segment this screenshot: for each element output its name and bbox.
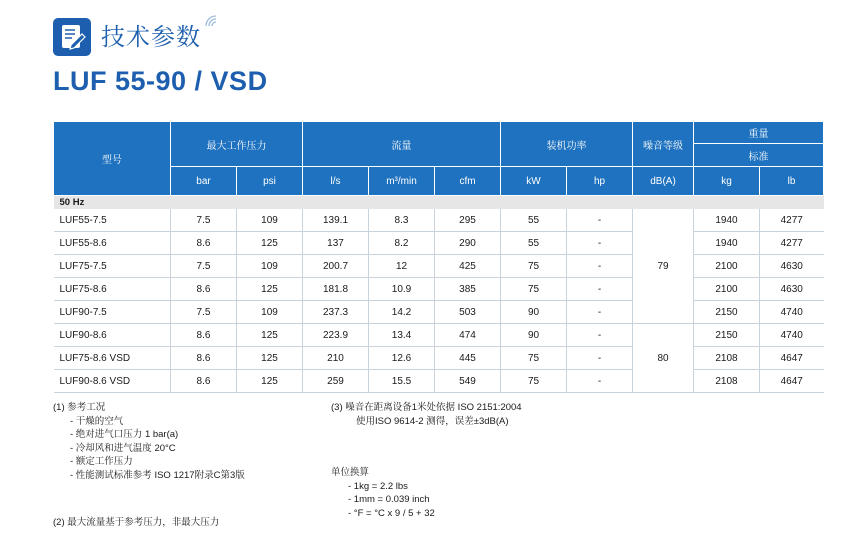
- cell-model: LUF55-8.6: [54, 232, 171, 255]
- table-row: [54, 301, 824, 324]
- cell-kw: 75: [501, 278, 567, 301]
- cell-m3min: 10.9: [369, 278, 435, 301]
- note-3-line2: 使用ISO 9614-2 测得，误差±3dB(A): [356, 415, 509, 427]
- cell-hp: -: [567, 370, 633, 393]
- spec-table: [53, 121, 824, 393]
- cell-psi: 109: [237, 209, 303, 232]
- cell-cfm: 295: [435, 209, 501, 232]
- cell-bar: 8.6: [171, 324, 237, 347]
- cell-bar: 8.6: [171, 347, 237, 370]
- document-pen-icon: [53, 18, 91, 56]
- cell-lb: 4740: [760, 301, 824, 324]
- cell-ls: 200.7: [303, 255, 369, 278]
- cell-lb: 4277: [760, 232, 824, 255]
- cell-cfm: 290: [435, 232, 501, 255]
- note-1-title: (1) 参考工况: [53, 402, 106, 413]
- cell-kg: 2150: [694, 301, 760, 324]
- unit-conversion-item: - 1mm = 0.039 inch: [348, 494, 430, 505]
- cell-kg: 2150: [694, 324, 760, 347]
- unit-dba: dB(A): [633, 167, 694, 196]
- unit-conversion-item: - °F = °C x 9 / 5 + 32: [348, 507, 435, 519]
- note-reference-conditions: [53, 401, 245, 482]
- cell-noise: 79: [633, 209, 694, 324]
- cell-cfm: 474: [435, 324, 501, 347]
- cell-psi: 109: [237, 301, 303, 324]
- unit-kw: kW: [501, 167, 567, 196]
- unit-psi: psi: [237, 167, 303, 196]
- cell-lb: 4630: [760, 255, 824, 278]
- cell-ls: 181.8: [303, 278, 369, 301]
- cell-m3min: 8.3: [369, 209, 435, 232]
- cell-bar: 7.5: [171, 209, 237, 232]
- cell-hp: -: [567, 347, 633, 370]
- cell-kw: 75: [501, 255, 567, 278]
- cell-ls: 223.9: [303, 324, 369, 347]
- cell-lb: 4647: [760, 370, 824, 393]
- cell-bar: 7.5: [171, 301, 237, 324]
- note-noise: [331, 401, 522, 428]
- cell-model: LUF75-8.6: [54, 278, 171, 301]
- header-flow: 流量: [303, 122, 501, 167]
- note-1-item: - 性能测试标准参考 ISO 1217附录C第3版: [70, 469, 245, 481]
- cell-psi: 125: [237, 324, 303, 347]
- note-1-item: - 干燥的空气: [70, 415, 124, 427]
- cell-hp: -: [567, 209, 633, 232]
- unit-conversion-item: - 1kg = 2.2 lbs: [348, 480, 408, 492]
- cell-kg: 2108: [694, 370, 760, 393]
- cell-bar: 8.6: [171, 370, 237, 393]
- cell-ls: 210: [303, 347, 369, 370]
- header-weight: 重量: [694, 122, 824, 144]
- note-3-line1: (3) 噪音在距离设备1米处依据 ISO 2151:2004: [331, 402, 522, 413]
- cell-m3min: 15.5: [369, 370, 435, 393]
- cell-psi: 125: [237, 347, 303, 370]
- unit-conversion: [331, 466, 435, 520]
- cell-model: LUF75-7.5: [54, 255, 171, 278]
- note-1-item: - 冷却风和进气温度 20°C: [70, 442, 176, 454]
- unit-lb: lb: [760, 167, 824, 196]
- cell-m3min: 13.4: [369, 324, 435, 347]
- header-installed-power: 装机功率: [501, 122, 633, 167]
- cell-m3min: 12: [369, 255, 435, 278]
- unit-conversion-title: 单位换算: [331, 467, 370, 478]
- header-max-pressure: 最大工作压力: [171, 122, 303, 167]
- frequency-label: 50 Hz: [54, 196, 824, 210]
- cell-cfm: 503: [435, 301, 501, 324]
- cell-kw: 90: [501, 324, 567, 347]
- cell-kg: 2100: [694, 255, 760, 278]
- cell-bar: 8.6: [171, 232, 237, 255]
- cell-kw: 75: [501, 370, 567, 393]
- model-title: LUF 55-90 / VSD: [53, 66, 268, 96]
- unit-ls: l/s: [303, 167, 369, 196]
- cell-kg: 2100: [694, 278, 760, 301]
- header-model: 型号: [54, 122, 171, 196]
- cell-ls: 139.1: [303, 209, 369, 232]
- cell-kw: 75: [501, 347, 567, 370]
- cell-m3min: 14.2: [369, 301, 435, 324]
- cell-ls: 259: [303, 370, 369, 393]
- wireless-signal-icon: [204, 14, 218, 33]
- unit-hp: hp: [567, 167, 633, 196]
- header-weight-standard: 标准: [694, 144, 824, 167]
- cell-cfm: 549: [435, 370, 501, 393]
- cell-m3min: 12.6: [369, 347, 435, 370]
- cell-psi: 125: [237, 370, 303, 393]
- table-row: [54, 209, 824, 232]
- table-row: [54, 255, 824, 278]
- cell-m3min: 8.2: [369, 232, 435, 255]
- cell-bar: 8.6: [171, 278, 237, 301]
- cell-lb: 4277: [760, 209, 824, 232]
- cell-kg: 1940: [694, 209, 760, 232]
- unit-cfm: cfm: [435, 167, 501, 196]
- cell-psi: 125: [237, 278, 303, 301]
- cell-hp: -: [567, 232, 633, 255]
- header-noise: 噪音等级: [633, 122, 694, 167]
- cell-model: LUF90-8.6 VSD: [54, 370, 171, 393]
- table-row: [54, 370, 824, 393]
- table-row: [54, 324, 824, 347]
- cell-kg: 2108: [694, 347, 760, 370]
- note-1-item: - 额定工作压力: [70, 456, 133, 467]
- cell-model: LUF75-8.6 VSD: [54, 347, 171, 370]
- section-title: 技术参数: [101, 23, 201, 51]
- cell-cfm: 445: [435, 347, 501, 370]
- cell-lb: 4647: [760, 347, 824, 370]
- note-2-text: (2) 最大流量基于参考压力，非最大压力: [53, 517, 220, 528]
- table-row: [54, 347, 824, 370]
- table-row: [54, 232, 824, 255]
- cell-ls: 137: [303, 232, 369, 255]
- cell-cfm: 385: [435, 278, 501, 301]
- cell-kw: 90: [501, 301, 567, 324]
- cell-psi: 125: [237, 232, 303, 255]
- cell-cfm: 425: [435, 255, 501, 278]
- unit-kg: kg: [694, 167, 760, 196]
- cell-hp: -: [567, 255, 633, 278]
- cell-noise: 80: [633, 324, 694, 393]
- cell-kg: 1940: [694, 232, 760, 255]
- cell-kw: 55: [501, 232, 567, 255]
- cell-hp: -: [567, 301, 633, 324]
- cell-model: LUF90-7.5: [54, 301, 171, 324]
- table-row: [54, 278, 824, 301]
- cell-bar: 7.5: [171, 255, 237, 278]
- cell-hp: -: [567, 278, 633, 301]
- note-1-item: - 绝对进气口压力 1 bar(a): [70, 429, 179, 440]
- cell-ls: 237.3: [303, 301, 369, 324]
- cell-model: LUF90-8.6: [54, 324, 171, 347]
- cell-lb: 4740: [760, 324, 824, 347]
- cell-psi: 109: [237, 255, 303, 278]
- unit-m3min: m³/min: [369, 167, 435, 196]
- cell-model: LUF55-7.5: [54, 209, 171, 232]
- cell-lb: 4630: [760, 278, 824, 301]
- unit-bar: bar: [171, 167, 237, 196]
- cell-kw: 55: [501, 209, 567, 232]
- cell-hp: -: [567, 324, 633, 347]
- note-max-flow: [53, 516, 219, 530]
